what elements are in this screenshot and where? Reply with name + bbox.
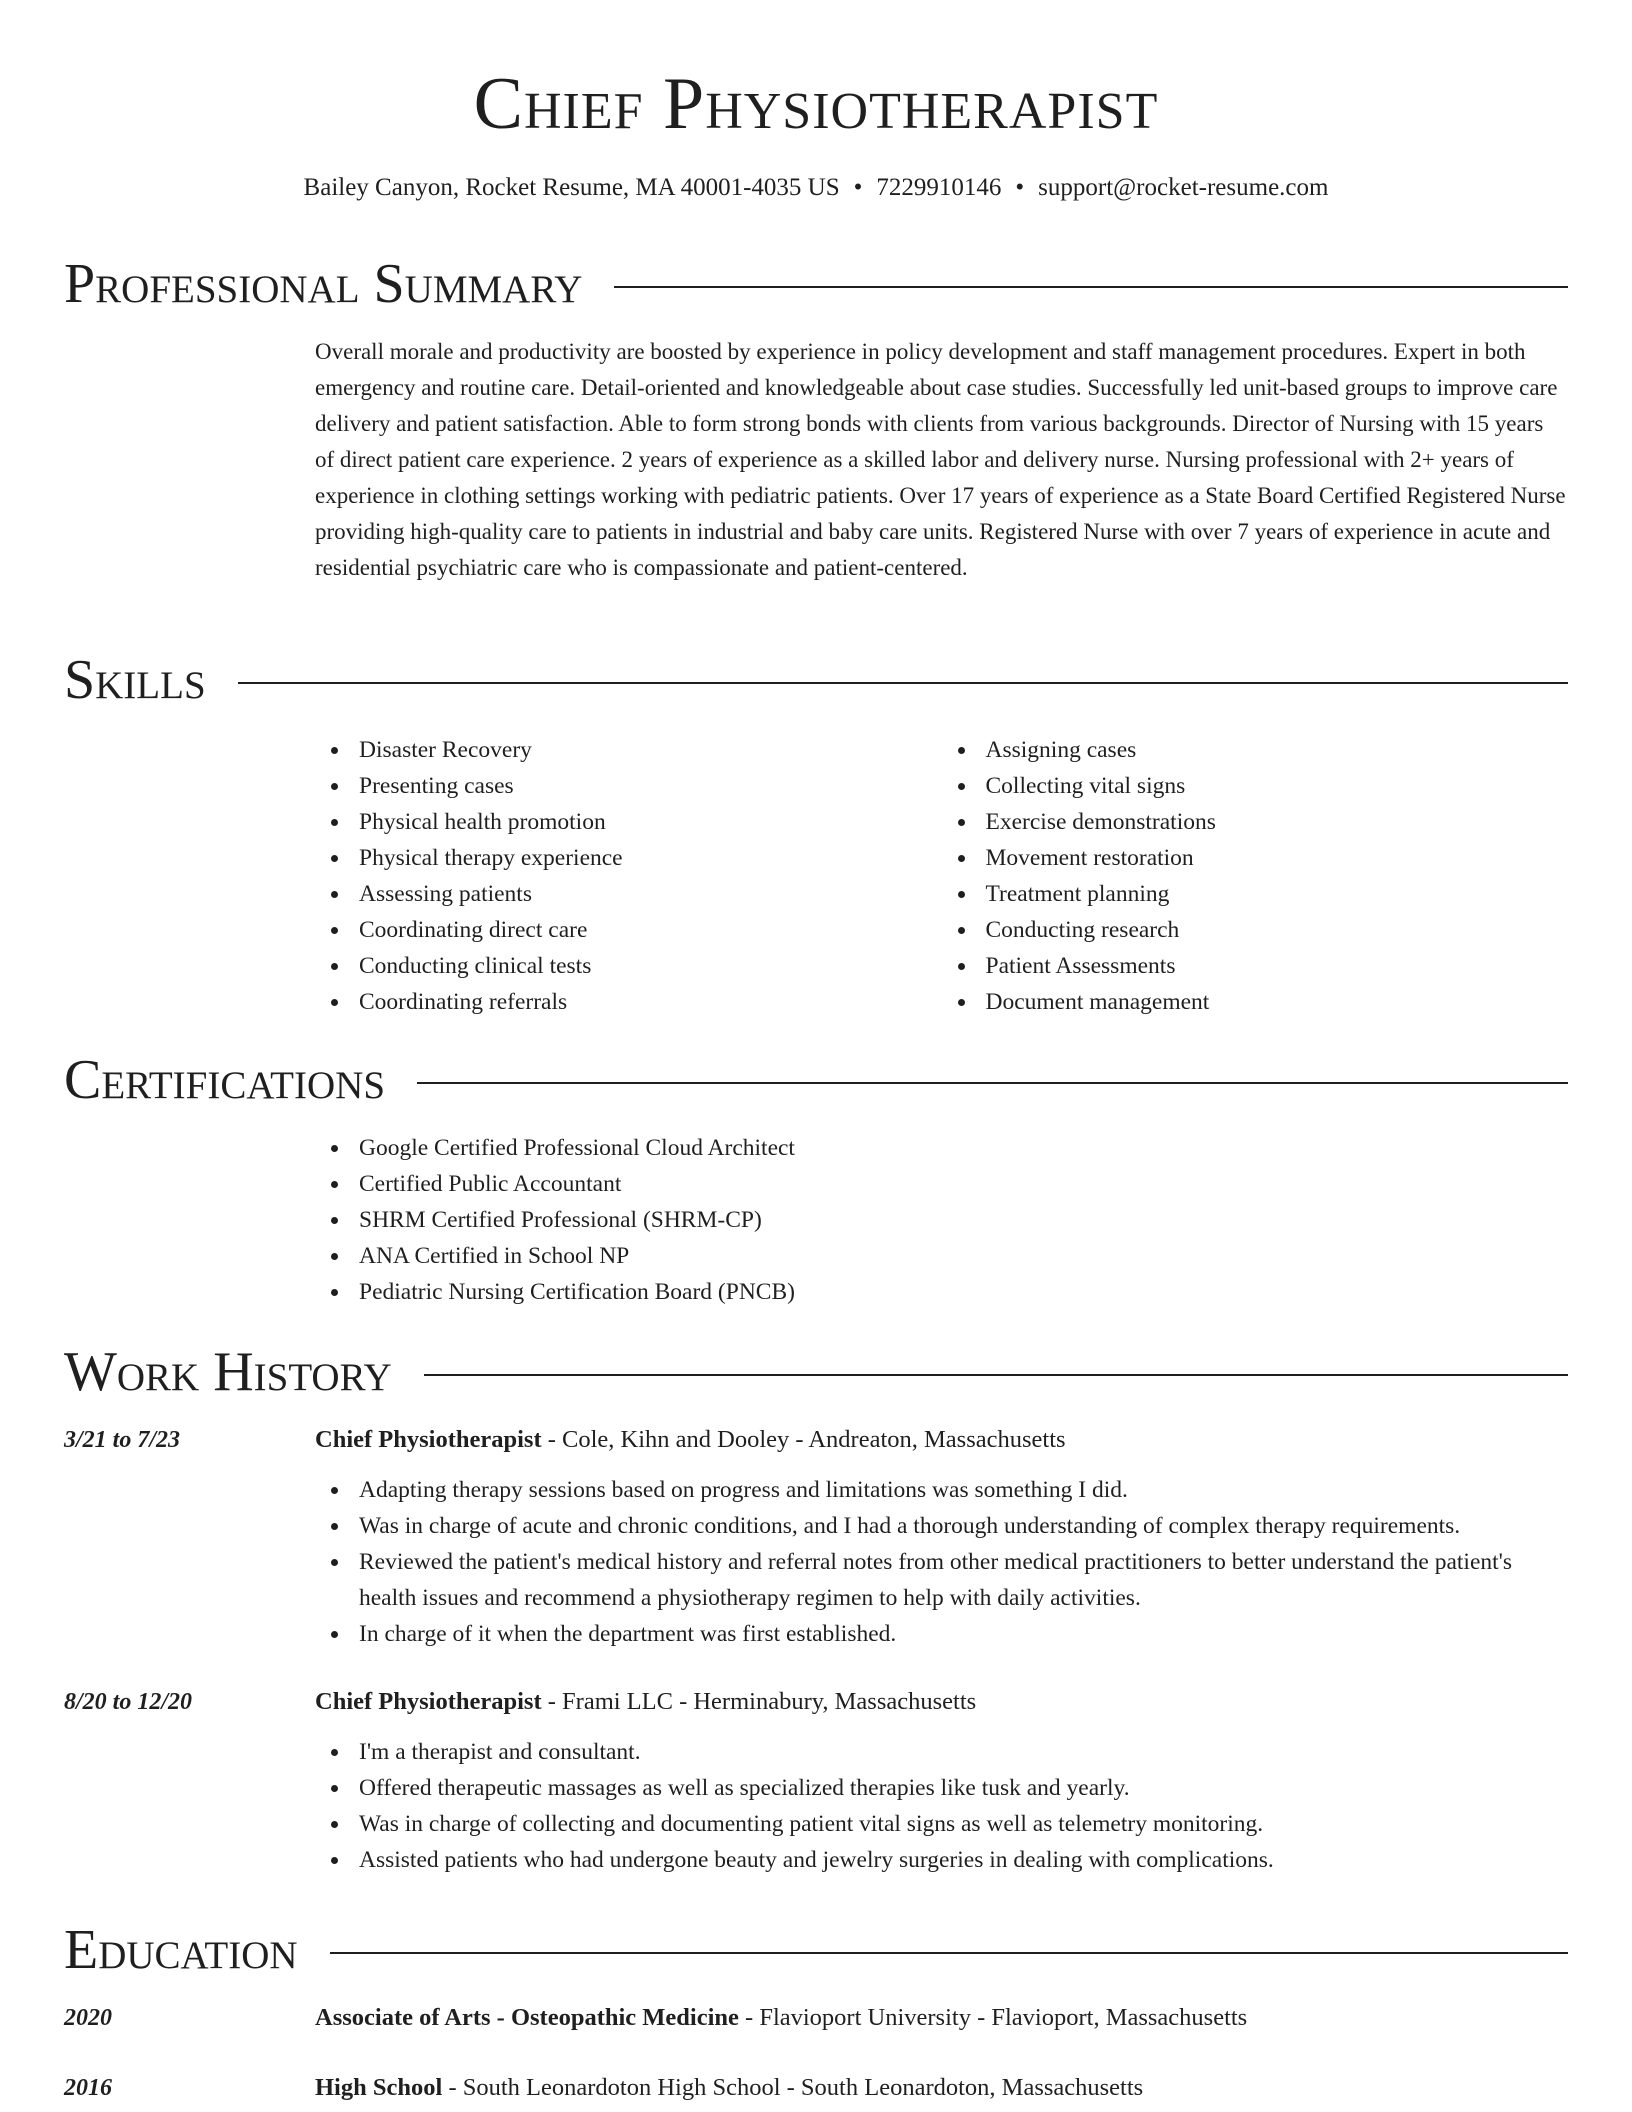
- job-duty: Assisted patients who had undergone beauty and jewelry surgeries in dealing with complications.: [359, 1842, 1568, 1878]
- section-rule: [614, 286, 1568, 288]
- skill-item: Movement restoration: [986, 840, 1569, 876]
- job-duty: Was in charge of collecting and documenting patient vital signs as well as telemetry monitoring.: [359, 1806, 1568, 1842]
- job-duty: I'm a therapist and consultant.: [359, 1734, 1568, 1770]
- education-entry: [64, 2070, 1568, 2106]
- resume-title: Chief Physiotherapist: [473, 63, 1159, 145]
- education-entry: [64, 2000, 1568, 2036]
- skill-item: Assigning cases: [986, 732, 1569, 768]
- certifications-list: [315, 1130, 1568, 1310]
- contact-phone: 7229910146: [876, 174, 1002, 202]
- job-duties-list: [315, 1472, 1568, 1652]
- summary-body: [315, 334, 1568, 586]
- skills-list-left: [315, 732, 942, 1020]
- skill-item: Assessing patients: [359, 876, 942, 912]
- section-heading: [64, 1919, 1568, 1981]
- section-heading: [64, 649, 1568, 711]
- contact-address: Bailey Canyon, Rocket Resume, MA 40001-4035 US: [303, 174, 840, 202]
- certifications-body: [315, 1130, 1568, 1310]
- section-heading: [64, 253, 1568, 315]
- job-duty: Was in charge of acute and chronic conditions, and I had a thorough understanding of complex therapy requirements.: [359, 1508, 1568, 1544]
- skills-grid: [315, 732, 1568, 1020]
- certification-item: SHRM Certified Professional (SHRM-CP): [359, 1202, 1568, 1238]
- certification-item: Google Certified Professional Cloud Architect: [359, 1130, 1568, 1166]
- education-year: 2016: [64, 2075, 112, 2101]
- contact-separator: •: [853, 174, 863, 202]
- skill-item: Collecting vital signs: [986, 768, 1569, 804]
- education-year: 2020: [64, 2005, 112, 2031]
- job-title: Chief Physiotherapist: [315, 1688, 542, 1715]
- skill-item: Coordinating referrals: [359, 984, 942, 1020]
- skills-list-right: [942, 732, 1569, 1020]
- section-heading-text: Education: [64, 1919, 298, 1981]
- section-heading-text: Skills: [64, 649, 206, 711]
- skill-item: Exercise demonstrations: [986, 804, 1569, 840]
- skill-item: Document management: [986, 984, 1569, 1020]
- education-school: - Flavioport University - Flavioport, Massachusetts: [738, 2004, 1248, 2031]
- section-heading: [64, 1341, 1568, 1403]
- job-duty: In charge of it when the department was first established.: [359, 1616, 1568, 1652]
- skill-item: Presenting cases: [359, 768, 942, 804]
- section-heading-text: Work History: [64, 1341, 392, 1403]
- skills-section: [64, 649, 1568, 1020]
- job-duty: Offered therapeutic massages as well as specialized therapies like tusk and yearly.: [359, 1770, 1568, 1806]
- certification-item: ANA Certified in School NP: [359, 1238, 1568, 1274]
- section-rule: [424, 1374, 1568, 1376]
- job-duties-list: [315, 1734, 1568, 1878]
- summary-section: [64, 253, 1568, 586]
- contact-separator: •: [1015, 174, 1025, 202]
- skill-item: Conducting clinical tests: [359, 948, 942, 984]
- skill-item: Physical therapy experience: [359, 840, 942, 876]
- certification-item: Certified Public Accountant: [359, 1166, 1568, 1202]
- skill-item: Patient Assessments: [986, 948, 1569, 984]
- contact-email: support@rocket-resume.com: [1038, 174, 1329, 202]
- job-duty: Adapting therapy sessions based on progress and limitations was something I did.: [359, 1472, 1568, 1508]
- certification-item: Pediatric Nursing Certification Board (PNCB): [359, 1274, 1568, 1310]
- education-heading: [315, 2070, 1568, 2106]
- job-employer: - Frami LLC - Herminabury, Massachusetts: [541, 1688, 977, 1715]
- section-heading-text: Certifications: [64, 1049, 386, 1111]
- work-history-section: [64, 1341, 1568, 1878]
- job-title: Chief Physiotherapist: [315, 1426, 542, 1453]
- job-heading: [315, 1422, 1568, 1458]
- job-heading: [315, 1684, 1568, 1720]
- section-rule: [238, 682, 1568, 684]
- section-heading: [64, 1049, 1568, 1111]
- skill-item: Physical health promotion: [359, 804, 942, 840]
- summary-text: Overall morale and productivity are boosted by experience in policy development and staff management procedures. Expert in both emergency and routine care. Detail-oriented and knowledgeable about case studies. Successfully led unit-based groups to improve care delivery and patient satisfaction. Able to form strong bonds with clients from various backgrounds. Director of Nursing with 15 years of direct patient care experience. 2 years of experience as a skilled labor and delivery nurse. Nursing professional with 2+ years of experience in clothing settings working with pediatric patients. Over 17 years of experience as a State Board Certified Registered Nurse providing high-quality care to patients in industrial and baby care units. Registered Nurse with over 7 years of experience in acute and residential psychiatric care who is compassionate and patient-centered.: [315, 339, 1566, 580]
- section-rule: [330, 1952, 1568, 1954]
- section-rule: [417, 1082, 1568, 1084]
- education-school: - South Leonardoton High School - South Leonardoton, Massachusetts: [442, 2074, 1144, 2101]
- skill-item: Treatment planning: [986, 876, 1569, 912]
- contact-line: [0, 173, 1632, 203]
- job-dates: 8/20 to 12/20: [64, 1689, 193, 1715]
- education-section: [64, 1919, 1568, 2106]
- skill-item: Coordinating direct care: [359, 912, 942, 948]
- education-heading: [315, 2000, 1568, 2036]
- job-entry: [64, 1422, 1568, 1652]
- skill-item: Disaster Recovery: [359, 732, 942, 768]
- job-duty: Reviewed the patient's medical history and referral notes from other medical practitioners to better understand the patient's health issues and recommend a physiotherapy regimen to help with daily activities.: [359, 1544, 1568, 1616]
- job-dates: 3/21 to 7/23: [64, 1427, 181, 1453]
- skill-item: Conducting research: [986, 912, 1569, 948]
- education-degree: High School: [315, 2074, 443, 2101]
- certifications-section: [64, 1049, 1568, 1310]
- job-entry: [64, 1684, 1568, 1878]
- education-degree: Associate of Arts - Osteopathic Medicine: [315, 2004, 739, 2031]
- section-heading-text: Professional Summary: [64, 253, 583, 315]
- job-employer: - Cole, Kihn and Dooley - Andreaton, Massachusetts: [541, 1426, 1066, 1453]
